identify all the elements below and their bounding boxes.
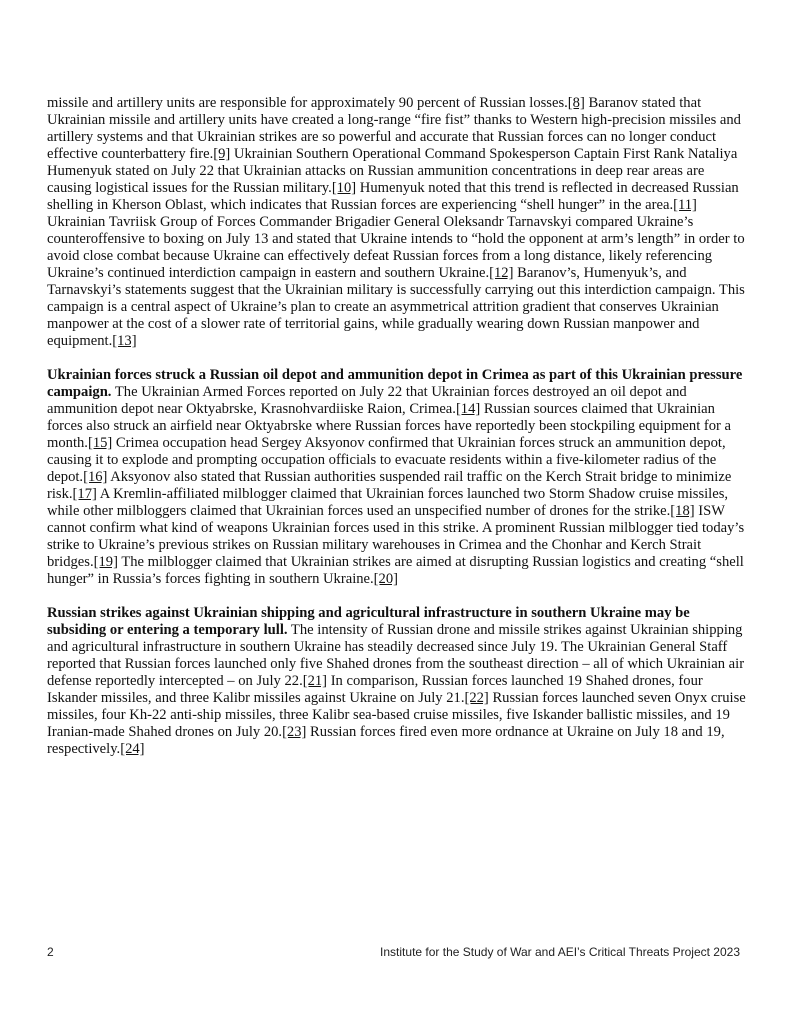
footnote-link[interactable]: [13] xyxy=(112,333,137,349)
body-text: The milblogger claimed that Ukrainian strikes are aimed at disrupting Russian logistics and creating “shell hunger” in Russia’s forces fighting in southern Ukraine. xyxy=(47,554,744,587)
footnote-link[interactable]: [20] xyxy=(373,571,398,587)
body-text: ISW cannot confirm what kind of weapons Ukrainian forces used in this strike. A prominent Russian milblogger tied today’s strike to Ukraine’s previous strikes on Russian military warehouses in Crimea and the Chonhar and Kerch Strait bridges. xyxy=(47,503,745,570)
footnote-link[interactable]: [11] xyxy=(673,197,697,213)
body-text: Crimea occupation head Sergey Aksyonov confirmed that Ukrainian forces struck an ammunition depot, causing it to explode and prompting occupation officials to evacuate residents within a five-kilometer radius of the depot. xyxy=(47,435,726,485)
footnote-link[interactable]: [14] xyxy=(455,401,481,417)
body-text: Baranov stated that Ukrainian missile and artillery units have created a long-range “fire fist” thanks to Western high-precision missiles and artillery systems and that Ukrainian strikes are so powerful and accurate that Russian forces can no longer conduct effective counterbattery fire. xyxy=(47,95,741,162)
body-text: Russian forces fired even more ordnance at Ukraine on July 18 and 19, respectively. xyxy=(47,724,725,757)
footnote-link[interactable]: [9] xyxy=(213,146,231,162)
body-text: In comparison, Russian forces launched 19 Shahed drones, four Iskander missiles, and three Kalibr missiles against Ukraine on July 21. xyxy=(47,673,703,706)
body-text: The intensity of Russian drone and missile strikes against Ukrainian shipping and agricultural infrastructure in southern Ukraine has steadily decreased since July 19. The Ukrainian General Staff reported that Russian forces launched only five Shahed drones from the southeast direction – all of which Ukrainian air defense reportedly intercepted – on July 22. xyxy=(47,622,745,689)
page-number: 2 xyxy=(47,945,54,959)
body-text: missile and artillery units are responsible for approximately 90 percent of Russian losses. xyxy=(47,95,568,111)
footnote-link[interactable]: [16] xyxy=(83,469,108,485)
paragraph xyxy=(47,367,747,588)
footnote-link[interactable]: [15] xyxy=(87,435,113,451)
paragraph-lead-sentence: Russian strikes against Ukrainian shipping and agricultural infrastructure in southern Ukraine may be subsiding or entering a temporary lull. xyxy=(47,605,690,638)
body-text: Russian forces launched seven Onyx cruise missiles, four Kh-22 anti-ship missiles, three Kalibr sea-based cruise missiles, five Iskander ballistic missiles, and 19 Iranian-made Shahed drones on July 20. xyxy=(47,690,746,740)
page-footer xyxy=(47,945,740,961)
paragraph-lead-sentence: Ukrainian forces struck a Russian oil depot and ammunition depot in Crimea as part of this Ukrainian pressure campaign. xyxy=(47,367,743,400)
footnote-link[interactable]: [23] xyxy=(282,724,307,740)
body-text: Russian sources claimed that Ukrainian forces also struck an airfield near Oktyabrske where Russian forces have reportedly been stockpiling equipment for a month. xyxy=(47,401,732,451)
footer-attribution: Institute for the Study of War and AEI’s Critical Threats Project 2023 xyxy=(380,945,740,959)
footnote-link[interactable]: [18] xyxy=(670,503,695,519)
footnote-link[interactable]: [24] xyxy=(120,741,145,757)
footnote-link[interactable]: [21] xyxy=(302,673,328,689)
footnote-link[interactable]: [10] xyxy=(331,180,357,196)
body-text: Ukrainian Southern Operational Command Spokesperson Captain First Rank Nataliya Humenyuk stated on July 22 that Ukrainian attacks on Russian ammunition concentrations in deep rear areas are causing logistical issues for the Russian military. xyxy=(47,146,738,196)
footnote-link[interactable]: [12] xyxy=(489,265,514,281)
body-text: The Ukrainian Armed Forces reported on July 22 that Ukrainian forces destroyed an oil depot and ammunition depot near Oktyabrske, Krasnohvardiiske Raion, Crimea. xyxy=(47,384,687,417)
body-text: Aksyonov also stated that Russian authorities suspended rail traffic on the Kerch Strait bridge to minimize risk. xyxy=(47,469,732,502)
article-body xyxy=(47,95,747,775)
body-text: Baranov’s, Humenyuk’s, and Tarnavskyi’s statements suggest that the Ukrainian military is successfully carrying out this interdiction campaign. This campaign is a central aspect of Ukraine’s plan to create an asymmetrical attrition gradient that conserves Ukrainian manpower at the cost of a slower rate of territorial gains, while gradually wearing down Russian manpower and equipment. xyxy=(47,265,745,349)
footnote-link[interactable]: [19] xyxy=(93,554,118,570)
paragraph xyxy=(47,95,747,350)
footnote-link[interactable]: [17] xyxy=(72,486,97,502)
footnote-link[interactable]: [8] xyxy=(567,95,585,111)
footnote-link[interactable]: [22] xyxy=(464,690,489,706)
paragraph xyxy=(47,605,747,758)
body-text: A Kremlin-affiliated milblogger claimed that Ukrainian forces launched two Storm Shadow cruise missiles, while other milbloggers claimed that Ukrainian forces used an unspecified number of drones for the strike. xyxy=(47,486,729,519)
body-text: Ukrainian Tavriisk Group of Forces Commander Brigadier General Oleksandr Tarnavskyi compared Ukraine’s counteroffensive to boxing on July 13 and stated that Ukraine intends to “hold the opponent at arm’s length” in order to avoid close combat because Ukraine can effectively defeat Russian forces from a long distance, likely referencing Ukraine’s continued interdiction campaign in eastern and southern Ukraine. xyxy=(47,214,745,281)
body-text: Humenyuk noted that this trend is reflected in decreased Russian shelling in Kherson Oblast, which indicates that Russian forces are experiencing “shell hunger” in the area. xyxy=(47,180,739,213)
